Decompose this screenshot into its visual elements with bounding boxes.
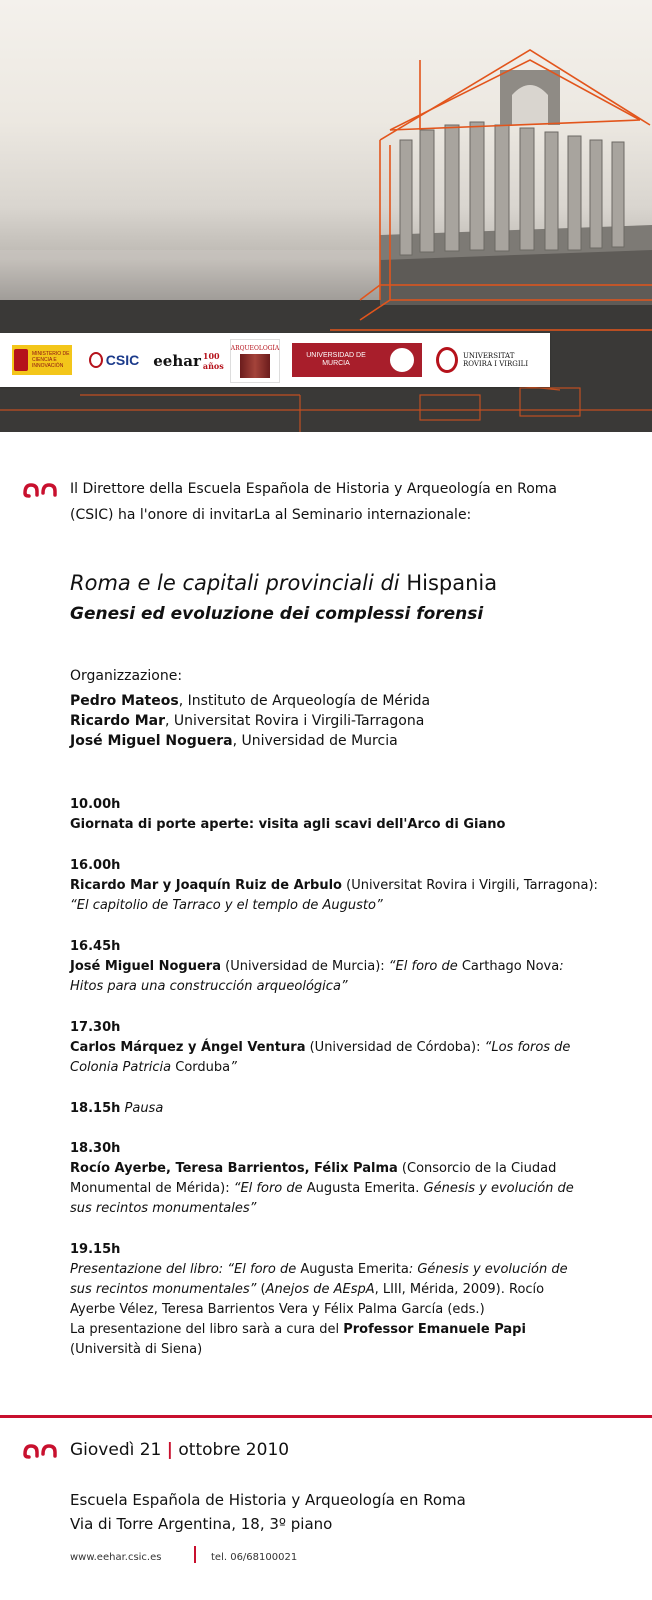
- session-talk: Colonia Patricia Corduba”: [70, 1060, 237, 1075]
- session-talk: sus recintos monumentales”: [70, 1201, 257, 1216]
- eehar-logo: eehar 100 años: [153, 351, 224, 371]
- organization-heading: Organizzazione:: [70, 668, 183, 684]
- intro-line-2: (CSIC) ha l'onore di invitarLa al Seminario internazionale:: [70, 507, 472, 523]
- footer-divider: [0, 1415, 652, 1418]
- session-time: 16.45h: [70, 939, 121, 954]
- session-time: 19.15h: [70, 1242, 121, 1257]
- seminar-title: Roma e le capitali provinciali di Hispania: [70, 571, 498, 595]
- session-talk: Monumental de Mérida): “El foro de Augusta Emerita. Génesis y evolución de: [70, 1181, 574, 1196]
- footer-separator: [194, 1546, 196, 1563]
- csic-logo: CSIC: [84, 350, 144, 370]
- eehar-mark-icon: [22, 1442, 58, 1460]
- organizer-row: Pedro Mateos, Instituto de Arqueología de Mérida: [70, 693, 431, 709]
- book-editors: Ayerbe Vélez, Teresa Barrientos Vera y Félix Palma García (eds.): [70, 1302, 485, 1317]
- session-speakers: José Miguel Noguera (Universidad de Murcia): “El foro de Carthago Nova:: [70, 959, 564, 974]
- book-presenter: La presentazione del libro sarà a cura del Professor Emanuele Papi: [70, 1322, 526, 1337]
- book-presenter-affiliation: (Università di Siena): [70, 1342, 203, 1357]
- website-link[interactable]: www.eehar.csic.es: [70, 1552, 162, 1563]
- organizer-row: Ricardo Mar, Universitat Rovira i Virgili-Tarragona: [70, 713, 425, 729]
- murcia-seal-icon: [388, 346, 416, 374]
- session-time: 10.00h: [70, 797, 121, 812]
- crest-icon: [14, 349, 28, 371]
- session-text: Giornata di porte aperte: visita agli scavi dell'Arco di Giano: [70, 817, 506, 832]
- phone-number: tel. 06/68100021: [211, 1552, 298, 1563]
- session-pause: 18.15h Pausa: [70, 1101, 164, 1116]
- book-presentation: Presentazione del libro: “El foro de Augusta Emerita: Génesis y evolución de: [70, 1262, 568, 1277]
- book-presentation: sus recintos monumentales” (Anejos de AEspA, LIII, Mérida, 2009). Rocío: [70, 1282, 545, 1297]
- ministerio-logo: MINISTERIO DE CIENCIA E INNOVACIÓN: [12, 345, 72, 375]
- session-talk: “El capitolio de Tarraco y el templo de Augusto”: [70, 898, 383, 913]
- arqueologia-logo: ARQUEOLOGÍA: [230, 339, 280, 383]
- csic-mark-icon: [89, 352, 103, 368]
- venue-address: Via di Torre Argentina, 18, 3º piano: [70, 1515, 333, 1533]
- session-time: 18.30h: [70, 1141, 121, 1156]
- seminar-subtitle: Genesi ed evoluzione dei complessi forensi: [70, 604, 484, 624]
- session-speakers: Carlos Márquez y Ángel Ventura (Universidad de Córdoba): “Los foros de: [70, 1040, 571, 1055]
- rovira-mark-icon: [436, 347, 458, 373]
- event-date: Giovedì 21 | ottobre 2010: [70, 1440, 290, 1460]
- session-time: 16.00h: [70, 858, 121, 873]
- journal-cover-icon: [240, 354, 270, 378]
- venue-name: Escuela Española de Historia y Arqueología en Roma: [70, 1491, 466, 1509]
- rovira-logo: UNIVERSITAT ROVIRA I VIRGILI: [436, 343, 542, 377]
- eehar-mark-icon: [22, 481, 58, 499]
- header-photo: [0, 0, 652, 432]
- intro-line-1: Il Direttore della Escuela Española de Historia y Arqueología en Roma: [70, 481, 557, 497]
- sponsor-logos: [0, 333, 550, 387]
- session-speakers: Rocío Ayerbe, Teresa Barrientos, Félix Palma (Consorcio de la Ciudad: [70, 1161, 557, 1176]
- session-speakers: Ricardo Mar y Joaquín Ruiz de Arbulo (Universitat Rovira i Virgili, Tarragona):: [70, 878, 598, 893]
- session-time: 17.30h: [70, 1020, 121, 1035]
- session-talk: Hitos para una construcción arqueológica”: [70, 979, 348, 994]
- murcia-logo: UNIVERSIDAD DE MURCIA: [292, 343, 422, 377]
- organizer-row: José Miguel Noguera, Universidad de Murcia: [70, 733, 398, 749]
